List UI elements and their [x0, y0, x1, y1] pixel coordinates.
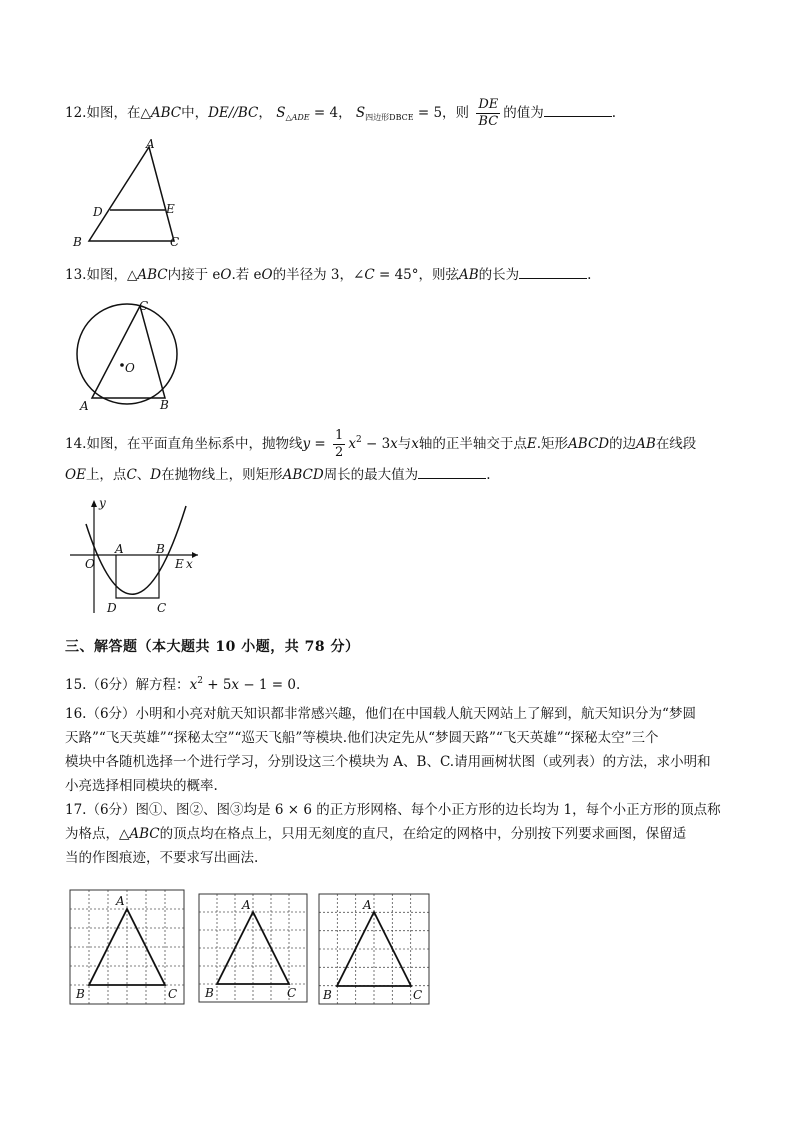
grid1-label-b: B — [76, 987, 85, 1001]
q14-label-x: x — [186, 557, 193, 571]
q13-label-o: O — [125, 361, 135, 375]
grid2-label-b: B — [205, 986, 214, 1000]
q14-label-o: O — [85, 557, 95, 571]
q12-label-e: E — [166, 202, 175, 216]
q14-parabola-figure — [68, 498, 208, 620]
q14-text-line1: 14.如图，在平面直角坐标系中，抛物线y = $\frac{1}{2}$ $x^2 - 3x$与x轴的正半轴交于点E.矩形ABCD的边AB在线段 — [65, 428, 697, 460]
q14-label-y: y — [99, 496, 106, 510]
q14-label-b: B — [156, 542, 165, 556]
q12-label-a: A — [146, 137, 155, 151]
q14-label-a: A — [115, 542, 124, 556]
answer-blank[interactable] — [418, 464, 486, 479]
q13-label-a: A — [80, 399, 89, 413]
section-heading: 三、解答题（本大题共 10 小题，共 78 分） — [65, 639, 360, 655]
q12-label-b: B — [73, 235, 82, 249]
q14-label-d: D — [107, 601, 117, 615]
q17-grid-3 — [317, 892, 431, 1006]
q17-line-2: 为格点，△ABC的顶点均在格点上，只用无刻度的直尺，在给定的网格中，分别按下列要求画图，保留适 — [65, 826, 687, 842]
q13-text: 13.如图，△ABC内接于 eO.若 eO的半径为 3，∠C = 45°，则弦AB的长为 . — [65, 264, 591, 285]
grid3-label-a: A — [363, 898, 372, 912]
q13-label-c: C — [139, 299, 149, 313]
q14-text-line2: OE上，点C、D在抛物线上，则矩形ABCD周长的最大值为 . — [65, 464, 490, 485]
q17-grid-1 — [68, 888, 186, 1006]
grid2-label-a: A — [242, 898, 251, 912]
q14-fraction: $\frac{1}{2}$ — [335, 428, 344, 460]
q16-line-4: 小亮选择相同模块的概率. — [65, 778, 218, 794]
q12-label-d: D — [93, 205, 103, 219]
q12-text: 12.如图，在△ABC中，DE//BC， $S_{\triangle ADE} = 4$， $S_{四边形DBCE} = 5$，则 $\frac{DE}{BC}$ 的值为 . — [65, 97, 617, 129]
q16-line-1: 16.（6分）小明和小亮对航天知识都非常感兴趣，他们在中国载人航天网站上了解到，航天知识分为“梦圆 — [65, 706, 696, 722]
q12-label-c: C — [170, 235, 180, 249]
grid3-label-b: B — [323, 988, 332, 1002]
answer-blank[interactable] — [519, 264, 587, 279]
answer-blank[interactable] — [544, 102, 612, 117]
q14-label-e: E — [175, 557, 184, 571]
grid1-label-a: A — [116, 894, 125, 908]
q13-label-b: B — [160, 398, 169, 412]
grid1-label-c: C — [168, 987, 178, 1001]
q15-text: 15.（6分）解方程：$x^2 + 5x - 1 = 0$. — [65, 676, 301, 693]
q17-line-1: 17.（6分）图①、图②、图③均是 6 × 6 的正方形网格、每个小正方形的边长均为 1，每个小正方形的顶点称 — [65, 802, 721, 818]
q16-line-3: 模块中各随机选择一个进行学习，分别设这三个模块为 A、B、C.请用画树状图（或列表）的方法，求小明和 — [65, 754, 711, 770]
q14-label-c: C — [157, 601, 167, 615]
q16-line-2: 天路”“飞天英雄”“探秘太空”“巡天飞船”等模块.他们决定先从“梦圆天路”“飞天英雄”“探秘太空”三个 — [65, 730, 659, 746]
q12-triangle-figure — [70, 138, 190, 248]
grid3-label-c: C — [413, 988, 423, 1002]
q12-fraction: $\frac{DE}{BC}$ — [478, 97, 499, 129]
q17-grid-2 — [197, 892, 309, 1004]
q13-circle-figure — [70, 298, 190, 416]
grid2-label-c: C — [287, 986, 297, 1000]
q17-line-3: 当的作图痕迹，不要求写出画法. — [65, 850, 259, 866]
center-point — [120, 363, 124, 367]
